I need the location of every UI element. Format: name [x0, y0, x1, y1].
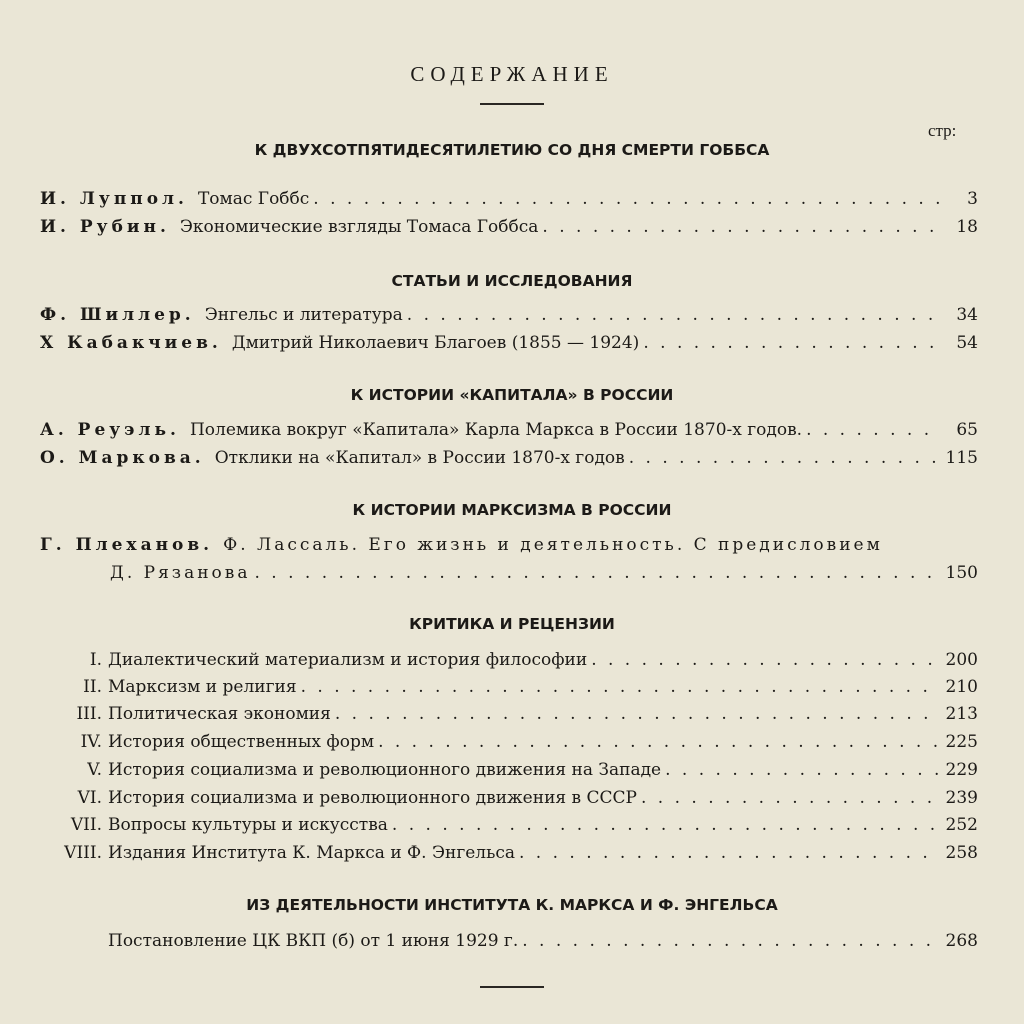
- entry-page: 213: [945, 704, 978, 724]
- toc-entry[interactable]: [40, 840, 978, 866]
- dot-leader: [665, 757, 940, 783]
- toc-entry[interactable]: [40, 729, 978, 755]
- dot-leader: [542, 214, 940, 240]
- page-column-label: стр:: [928, 121, 957, 140]
- section-heading: СТАТЬИ И ИССЛЕДОВАНИЯ: [391, 272, 633, 290]
- title-rule: [480, 103, 544, 105]
- entry-author: Х Кабакчиев.: [40, 333, 222, 353]
- entry-page: 210: [945, 677, 978, 697]
- toc-entry[interactable]: [40, 532, 978, 558]
- entry-title: Постановление ЦК ВКП (б) от 1 июня 1929 г.: [108, 931, 519, 951]
- entry-author: Ф. Шиллер.: [40, 305, 195, 325]
- entry-title: Отклики на «Капитал» в России 1870-х годов: [214, 448, 625, 468]
- entry-title: Диалектический материализм и история философии: [108, 650, 588, 670]
- entry-page: 239: [945, 788, 978, 808]
- dot-leader: [806, 417, 940, 443]
- dot-leader: [591, 647, 940, 673]
- entry-title: Полемика вокруг «Капитала» Карла Маркса в России 1870-х годов.: [189, 420, 803, 440]
- toc-entry[interactable]: [40, 186, 978, 212]
- roman-numeral: III.: [76, 704, 102, 724]
- entry-title: Томас Гоббс: [197, 189, 310, 209]
- roman-numeral: VII.: [70, 815, 102, 835]
- bottom-rule: [480, 986, 544, 988]
- roman-numeral: I.: [89, 650, 102, 670]
- toc-entry[interactable]: [40, 674, 978, 700]
- section-heading: К ДВУХСОТПЯТИДЕСЯТИЛЕТИЮ СО ДНЯ СМЕРТИ ГОББСА: [254, 141, 770, 159]
- section-heading: КРИТИКА И РЕЦЕНЗИИ: [409, 615, 615, 633]
- entry-title: Издания Института К. Маркса и Ф. Энгельса: [108, 843, 515, 863]
- section-heading: К ИСТОРИИ «КАПИТАЛА» В РОССИИ: [350, 386, 674, 404]
- entry-page: 252: [945, 815, 978, 835]
- entry-title: Марксизм и религия: [108, 677, 297, 697]
- dot-leader: [629, 445, 940, 471]
- toc-entry[interactable]: [40, 330, 978, 356]
- toc-entry[interactable]: [40, 647, 978, 673]
- entry-page: 3: [967, 189, 978, 209]
- entry-title: Ф. Лассаль. Его жизнь и деятельность. С предисловием: [223, 535, 883, 555]
- dot-leader: [301, 674, 940, 700]
- entry-page: 65: [956, 420, 978, 440]
- entry-title: Дмитрий Николаевич Благоев (1855 — 1924): [231, 333, 640, 353]
- roman-numeral: V.: [87, 760, 102, 780]
- entry-title: Вопросы культуры и искусства: [108, 815, 388, 835]
- roman-numeral: II.: [83, 677, 102, 697]
- entry-page: 115: [945, 448, 978, 468]
- toc-entry[interactable]: [40, 812, 978, 838]
- toc-entry-continuation[interactable]: [110, 560, 978, 586]
- toc-entry[interactable]: [40, 445, 978, 471]
- page-title: СОДЕРЖАНИЕ: [410, 62, 614, 86]
- entry-page: 229: [945, 760, 978, 780]
- entry-author: И. Луппол.: [40, 189, 188, 209]
- entry-page: 54: [956, 333, 978, 353]
- entry-page: 258: [945, 843, 978, 863]
- toc-entry[interactable]: [40, 214, 978, 240]
- section-heading: ИЗ ДЕЯТЕЛЬНОСТИ ИНСТИТУТА К. МАРКСА И Ф. ЭНГЕЛЬСА: [246, 896, 778, 914]
- entry-author: А. Реуэль.: [40, 420, 180, 440]
- dot-leader: [519, 840, 940, 866]
- toc-entry[interactable]: [40, 302, 978, 328]
- entry-page: 18: [956, 217, 978, 237]
- entry-page: 268: [945, 931, 978, 951]
- entry-title-continuation: Д. Рязанова: [110, 563, 251, 583]
- entry-title: История общественных форм: [108, 732, 375, 752]
- entry-author: О. Маркова.: [40, 448, 205, 468]
- dot-leader: [392, 812, 940, 838]
- entry-page: 225: [945, 732, 978, 752]
- roman-numeral: VI.: [77, 788, 102, 808]
- entry-title: История социализма и революционного движения на Западе: [108, 760, 662, 780]
- entry-title: Энгельс и литература: [204, 305, 403, 325]
- dot-leader: [407, 302, 940, 328]
- entry-page: 200: [945, 650, 978, 670]
- entry-page: 34: [956, 305, 978, 325]
- toc-entry[interactable]: [108, 928, 978, 954]
- roman-numeral: IV.: [80, 732, 102, 752]
- entry-title: История социализма и революционного движения в СССР: [108, 788, 637, 808]
- dot-leader: [335, 701, 940, 727]
- toc-entry[interactable]: [40, 757, 978, 783]
- dot-leader: [643, 330, 940, 356]
- toc-entry[interactable]: [40, 417, 978, 443]
- dot-leader: [313, 186, 940, 212]
- entry-title: Экономические взгляды Томаса Гоббса: [179, 217, 539, 237]
- entry-author: Г. Плеханов.: [40, 535, 214, 555]
- toc-entry[interactable]: [40, 785, 978, 811]
- toc-entry[interactable]: [40, 701, 978, 727]
- dot-leader: [522, 928, 940, 954]
- entry-title: Политическая экономия: [108, 704, 331, 724]
- dot-leader: [254, 560, 940, 586]
- roman-numeral: VIII.: [64, 843, 102, 863]
- dot-leader: [378, 729, 940, 755]
- section-heading: К ИСТОРИИ МАРКСИЗМА В РОССИИ: [352, 501, 672, 519]
- dot-leader: [641, 785, 940, 811]
- entry-author: И. Рубин.: [40, 217, 170, 237]
- entry-page: 150: [945, 563, 978, 583]
